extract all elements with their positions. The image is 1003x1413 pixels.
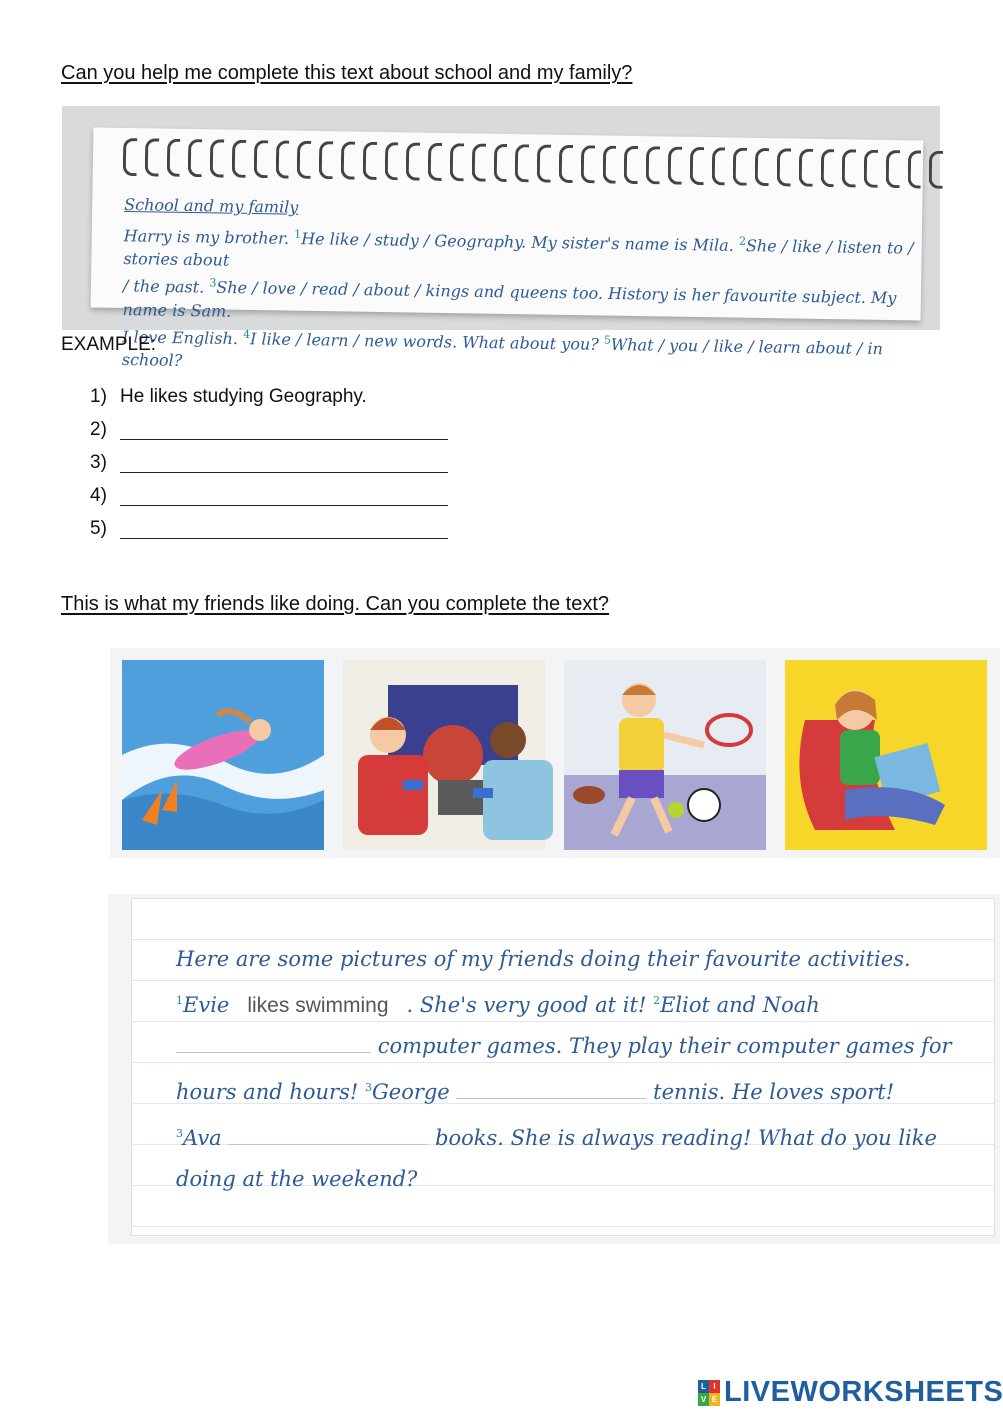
spiral-coil — [864, 150, 878, 188]
notebook-line: Harry is my brother. $^1$He like / study / Geography. My sister's name is Mila. $^2$She / like / listen to / stories about — [123, 226, 914, 270]
spiral-coil — [798, 149, 812, 187]
spiral-coil — [886, 150, 900, 188]
example-label: EXAMPLE: — [61, 334, 157, 355]
notebook-image-friends — [108, 894, 1000, 1244]
reading-picture — [785, 660, 987, 850]
answer-row — [90, 512, 448, 545]
spiral-coil — [210, 139, 224, 177]
spiral-coil — [842, 149, 856, 187]
spiral-coil — [929, 151, 943, 189]
spiral-coil — [493, 144, 507, 182]
spiral-coil — [907, 150, 921, 188]
notebook-line: I love English. $^4$I like / learn / new words. What about you? $^5$What / you / like / learn about / in school? — [121, 326, 884, 370]
spiral-coil — [384, 142, 398, 180]
spiral-coil — [777, 148, 791, 186]
answer-number: 5) — [90, 517, 107, 539]
spiral-coil — [232, 140, 246, 178]
spiral-coil — [188, 139, 202, 177]
spiral-coil — [537, 144, 551, 182]
spiral-coil — [580, 145, 594, 183]
video-games-picture — [343, 660, 545, 850]
notebook-title: School and my family — [124, 194, 299, 217]
spiral-coil — [624, 146, 638, 184]
answer-row — [90, 446, 448, 479]
answer-blank-3[interactable] — [120, 452, 448, 473]
spiral-coil — [515, 144, 529, 182]
section1-heading: Can you help me complete this text about school and my family? — [61, 62, 633, 84]
spiral-coil — [123, 138, 137, 176]
spiral-coil — [450, 143, 464, 181]
example-answer: likes swimming — [247, 994, 389, 1017]
spiral-coil — [319, 141, 333, 179]
spiral-coil — [711, 147, 725, 185]
tennis-picture — [564, 660, 766, 850]
notebook-line: / the past. $^3$She / love / read / about / kings and queens too. History is her favourite subject. My name is Sam. — [122, 276, 897, 321]
spiral-coil — [602, 145, 616, 183]
answer-number: 3) — [90, 451, 107, 473]
text-line: doing at the weekend? — [176, 1167, 418, 1191]
spiral-coil — [166, 139, 180, 177]
text-line: $^3$Ava books. She is always reading! What do you like — [176, 1126, 937, 1150]
answer-row — [90, 479, 448, 512]
spiral-coil — [755, 148, 769, 186]
text-line: Here are some pictures of my friends doing their favourite activities. — [176, 947, 911, 971]
answer-gap-ava[interactable] — [228, 1126, 428, 1145]
spiral-coil — [275, 140, 289, 178]
answer-row — [90, 380, 448, 413]
answer-list — [90, 380, 448, 545]
activity-pictures — [110, 648, 1000, 858]
spiral-coil — [406, 142, 420, 180]
answer-blank-4[interactable] — [120, 485, 448, 506]
friends-text — [176, 939, 996, 1200]
answer-number: 2) — [90, 418, 107, 440]
spiral-coil — [559, 145, 573, 183]
spiral-coil — [341, 141, 355, 179]
spiral-coil — [253, 140, 267, 178]
answer-row — [90, 413, 448, 446]
answer-gap-eliot[interactable] — [176, 1034, 371, 1053]
spiral-coil — [820, 149, 834, 187]
answer-blank-2[interactable] — [120, 419, 448, 440]
answer-blank-5[interactable] — [120, 518, 448, 539]
logo-text: LIVEWORKSHEETS — [724, 1376, 1003, 1408]
answer-text: He likes studying Geography. — [120, 385, 367, 407]
spiral-coil — [362, 142, 376, 180]
spiral-coil — [297, 141, 311, 179]
spiral-coil — [668, 147, 682, 185]
answer-number: 1) — [90, 385, 107, 407]
logo-mark-icon: L I V E — [698, 1380, 720, 1406]
section2-heading: This is what my friends like doing. Can you complete the text? — [61, 593, 610, 615]
answer-number: 4) — [90, 484, 107, 506]
spiral-coil — [689, 147, 703, 185]
spiral-coil — [646, 146, 660, 184]
lined-paper — [131, 898, 995, 1236]
spiral-binding — [123, 138, 944, 191]
swimming-picture — [122, 660, 324, 850]
spiral-coil — [145, 138, 159, 176]
spiral-coil — [471, 143, 485, 181]
answer-gap-george[interactable] — [456, 1080, 646, 1099]
liveworksheets-logo — [698, 1376, 1003, 1409]
text-line: computer games. They play their computer games for — [176, 1026, 996, 1067]
text-line: hours and hours! $^3$George tennis. He loves sport! — [176, 1080, 895, 1104]
notebook-text — [122, 220, 924, 384]
spiral-coil — [428, 143, 442, 181]
text-line: $^1$Evie likes swimming . She's very good at it! $^2$Eliot and Noah — [176, 993, 820, 1017]
spiral-coil — [733, 148, 747, 186]
